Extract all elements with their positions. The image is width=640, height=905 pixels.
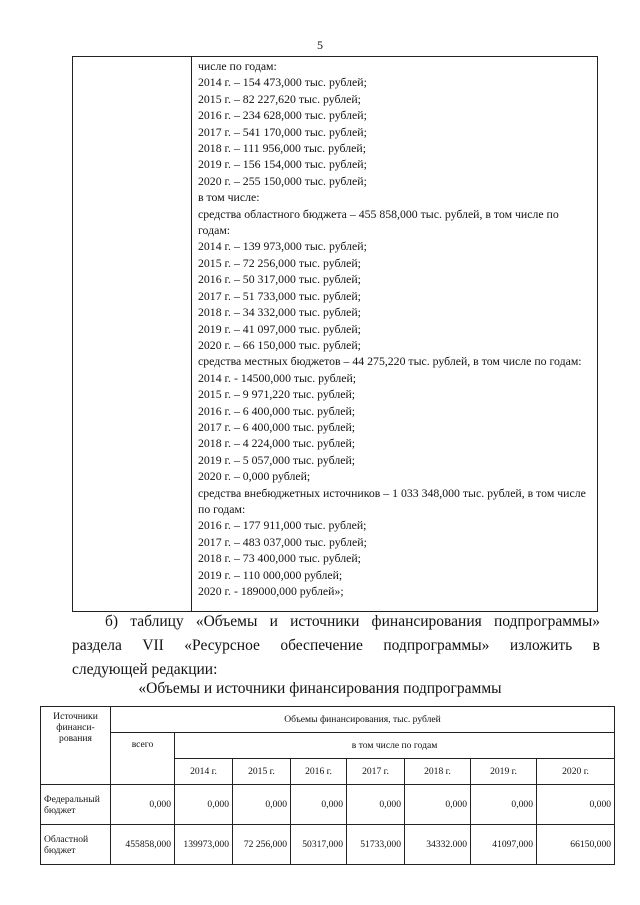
row-value: 0,000 [347,785,405,825]
continuation-table [72,56,598,612]
table-row [41,825,615,865]
year-header: 2019 г. [471,759,537,785]
continuation-line: 2018 г. – 111 956,000 тыс. рублей; [198,141,366,156]
financing-table [40,706,615,865]
year-header: 2015 г. [233,759,291,785]
year-header: 2017 г. [347,759,405,785]
row-value: 72 256,000 [233,825,291,865]
year-header: 2020 г. [537,759,615,785]
paragraph-line: раздела VII «Ресурсное обеспечение подпрограммы» изложить в [72,637,600,654]
row-label: Федеральный бюджет [41,785,111,825]
continuation-line: 2015 г. – 82 227,620 тыс. рублей; [198,91,361,106]
year-header: 2018 г. [405,759,471,785]
paragraph-line: следующей редакции: [72,661,218,678]
continuation-line: средства местных бюджетов – 44 275,220 тыс. рублей, в том числе по годам: [198,354,582,369]
row-value: 0,000 [291,785,347,825]
continuation-line: 2015 г. – 72 256,000 тыс. рублей; [198,255,361,270]
instruction-paragraph [72,610,600,682]
row-value: 0,000 [471,785,537,825]
continuation-line: 2019 г. – 41 097,000 тыс. рублей; [198,321,361,336]
row-value: 139973,000 [175,825,233,865]
volumes-header: Объемы финансирования, тыс. рублей [111,707,615,733]
continuation-line: 2016 г. – 6 400,000 тыс. рублей; [198,403,356,418]
continuation-line: 2020 г. - 189000,000 рублей»; [198,584,344,598]
continuation-line: средства областного бюджета – 455 858,000 тыс. рублей, в том числе по годам: [198,206,559,238]
row-value: 0,000 [537,785,615,825]
table-heading: «Объемы и источники финансирования подпрограммы [138,680,502,697]
continuation-line: средства внебюджетных источников – 1 033 348,000 тыс. рублей, в том числе по годам: [198,485,586,516]
continuation-label-cell [73,57,192,611]
continuation-line: 2016 г. – 177 911,000 тыс. рублей; [198,518,367,533]
total-header: всего [111,733,175,785]
continuation-line: 2020 г. – 66 150,000 тыс. рублей; [198,337,361,352]
row-label: Областной бюджет [41,825,111,865]
continuation-line: числе по годам: [198,59,277,73]
continuation-line: 2018 г. – 34 332,000 тыс. рублей; [198,305,361,320]
continuation-line: в том числе: [198,190,260,205]
by-year-header: в том числе по годам [175,733,615,759]
paragraph-line: б) таблицу «Объемы и источники финансирования подпрограммы» [105,613,600,630]
continuation-line: 2020 г. – 255 150,000 тыс. рублей; [198,173,367,188]
continuation-line: 2020 г. – 0,000 рублей; [198,469,311,484]
row-value: 0,000 [405,785,471,825]
continuation-line: 2019 г. – 5 057,000 тыс. рублей; [198,452,356,467]
continuation-line: 2017 г. – 6 400,000 тыс. рублей; [198,419,356,434]
continuation-line: 2014 г. – 139 973,000 тыс. рублей; [198,239,367,254]
row-value: 0,000 [175,785,233,825]
continuation-line: 2016 г. – 50 317,000 тыс. рублей; [198,272,361,287]
row-value: 50317,000 [291,825,347,865]
continuation-line: 2017 г. – 483 037,000 тыс. рублей; [198,534,367,549]
row-value: 51733,000 [347,825,405,865]
continuation-line: 2019 г. – 156 154,000 тыс. рублей; [198,157,367,172]
continuation-line: 2016 г. – 234 628,000 тыс. рублей; [198,108,367,123]
row-total: 455858,000 [111,825,175,865]
continuation-line: 2014 г. – 154 473,000 тыс. рублей; [198,75,367,90]
continuation-line: 2018 г. – 4 224,000 тыс. рублей; [198,436,356,451]
row-value: 41097,000 [471,825,537,865]
continuation-line: 2019 г. – 110 000,000 рублей; [198,567,343,582]
table-row [41,785,615,825]
continuation-content-cell [192,57,597,611]
continuation-line: 2017 г. – 51 733,000 тыс. рублей; [198,288,361,303]
row-value: 66150,000 [537,825,615,865]
source-header: Источники финанси-рования [41,707,111,785]
row-value: 0,000 [233,785,291,825]
continuation-line: 2018 г. – 73 400,000 тыс. рублей; [198,551,361,566]
row-total: 0,000 [111,785,175,825]
page-number: 5 [317,38,323,52]
row-value: 34332.000 [405,825,471,865]
continuation-line: 2014 г. - 14500,000 тыс. рублей; [198,370,357,385]
year-header: 2014 г. [175,759,233,785]
continuation-line: 2015 г. – 9 971,220 тыс. рублей; [198,387,356,402]
year-header: 2016 г. [291,759,347,785]
continuation-line: 2017 г. – 541 170,000 тыс. рублей; [198,124,367,139]
